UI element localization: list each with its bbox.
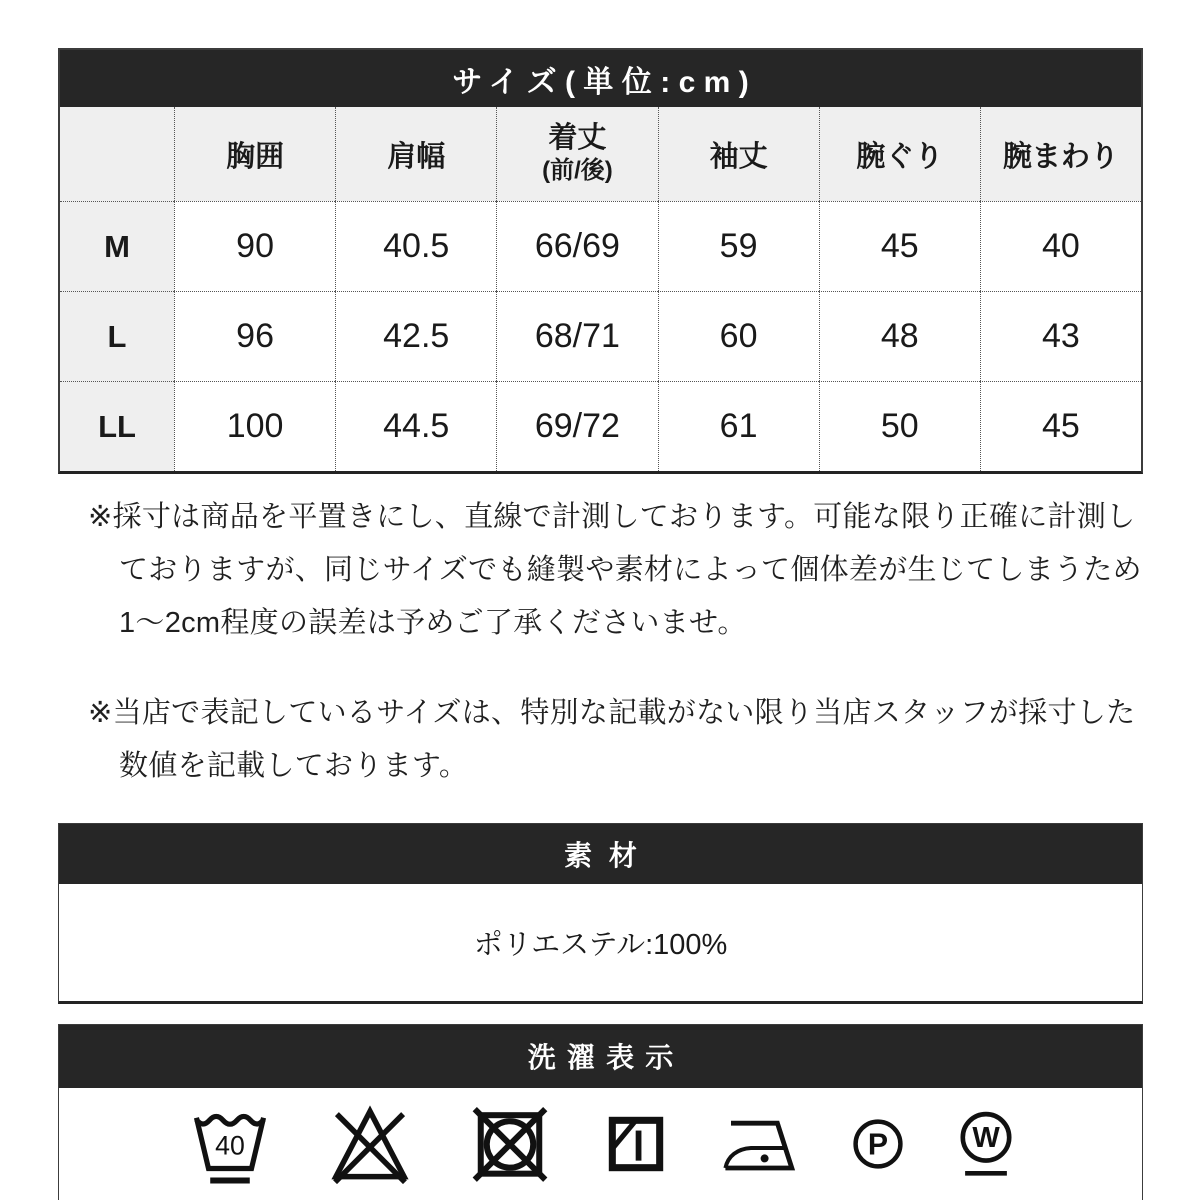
cell-chest: 100 bbox=[174, 381, 335, 471]
table-row-m bbox=[60, 201, 1141, 291]
cell-arm-circumference: 40 bbox=[980, 201, 1141, 291]
cell-arm-circumference: 43 bbox=[980, 291, 1141, 381]
material-section bbox=[58, 823, 1143, 1004]
cell-arm-circumference: 45 bbox=[980, 381, 1141, 471]
size-table-header-row bbox=[60, 107, 1141, 201]
svg-text:W: W bbox=[971, 1122, 1000, 1155]
svg-text:40: 40 bbox=[214, 1131, 245, 1162]
staff-measured-note: ※当店で表記しているサイズは、特別な記載がない限り当店スタッフが採寸した数値を記載しております。 bbox=[88, 697, 1136, 783]
col-header-length bbox=[496, 107, 657, 201]
cell-armhole: 50 bbox=[819, 381, 980, 471]
col-header-length-main: 着丈 bbox=[548, 122, 607, 155]
wash-40-mild-icon bbox=[187, 1104, 273, 1184]
do-not-bleach-icon bbox=[324, 1104, 416, 1184]
cell-armhole: 48 bbox=[819, 291, 980, 381]
cell-chest: 96 bbox=[174, 291, 335, 381]
cell-shoulder: 42.5 bbox=[335, 291, 496, 381]
size-section-title: サイズ(単位:cm) bbox=[452, 65, 758, 99]
care-section-header bbox=[59, 1025, 1142, 1088]
iron-low-icon bbox=[719, 1115, 799, 1173]
cell-length: 68/71 bbox=[496, 291, 657, 381]
svg-text:P: P bbox=[867, 1128, 888, 1162]
wet-clean-w-gentle-icon bbox=[957, 1110, 1015, 1178]
table-row-l bbox=[60, 291, 1141, 381]
line-dry-in-shade-icon bbox=[604, 1112, 668, 1176]
size-section-header bbox=[60, 50, 1141, 107]
cell-sleeve: 60 bbox=[658, 291, 819, 381]
material-value: ポリエステル:100% bbox=[473, 928, 728, 961]
care-section bbox=[58, 1024, 1143, 1200]
size-label: M bbox=[60, 201, 174, 291]
cell-sleeve: 59 bbox=[658, 201, 819, 291]
table-row-ll bbox=[60, 381, 1141, 471]
size-label: L bbox=[60, 291, 174, 381]
do-not-tumble-dry-icon bbox=[467, 1103, 553, 1185]
col-header-armhole: 腕ぐり bbox=[819, 107, 980, 201]
cell-shoulder: 44.5 bbox=[335, 381, 496, 471]
dry-clean-p-icon bbox=[850, 1116, 906, 1172]
material-section-header bbox=[59, 824, 1142, 884]
col-header-shoulder: 肩幅 bbox=[335, 107, 496, 201]
cell-chest: 90 bbox=[174, 201, 335, 291]
cell-length: 69/72 bbox=[496, 381, 657, 471]
care-icons-row bbox=[59, 1088, 1142, 1200]
material-section-title: 素材 bbox=[564, 839, 654, 871]
cell-length: 66/69 bbox=[496, 201, 657, 291]
cell-shoulder: 40.5 bbox=[335, 201, 496, 291]
care-section-title: 洗濯表示 bbox=[527, 1042, 685, 1074]
size-table-section bbox=[58, 48, 1143, 474]
col-header-chest: 胸囲 bbox=[174, 107, 335, 201]
cell-sleeve: 61 bbox=[658, 381, 819, 471]
size-label: LL bbox=[60, 381, 174, 471]
col-header-sleeve: 袖丈 bbox=[658, 107, 819, 201]
cell-armhole: 45 bbox=[819, 201, 980, 291]
col-header-arm-circumference: 腕まわり bbox=[980, 107, 1141, 201]
corner-cell bbox=[60, 107, 174, 201]
col-header-length-sub: (前/後) bbox=[542, 157, 613, 185]
measurement-note: ※採寸は商品を平置きにし、直線で計測しております。可能な限り正確に計測しておりますが、同じサイズでも縫製や素材によって個体差が生じてしまうため1〜2cm程度の誤差は予めご了承くださいませ。 bbox=[88, 501, 1142, 639]
